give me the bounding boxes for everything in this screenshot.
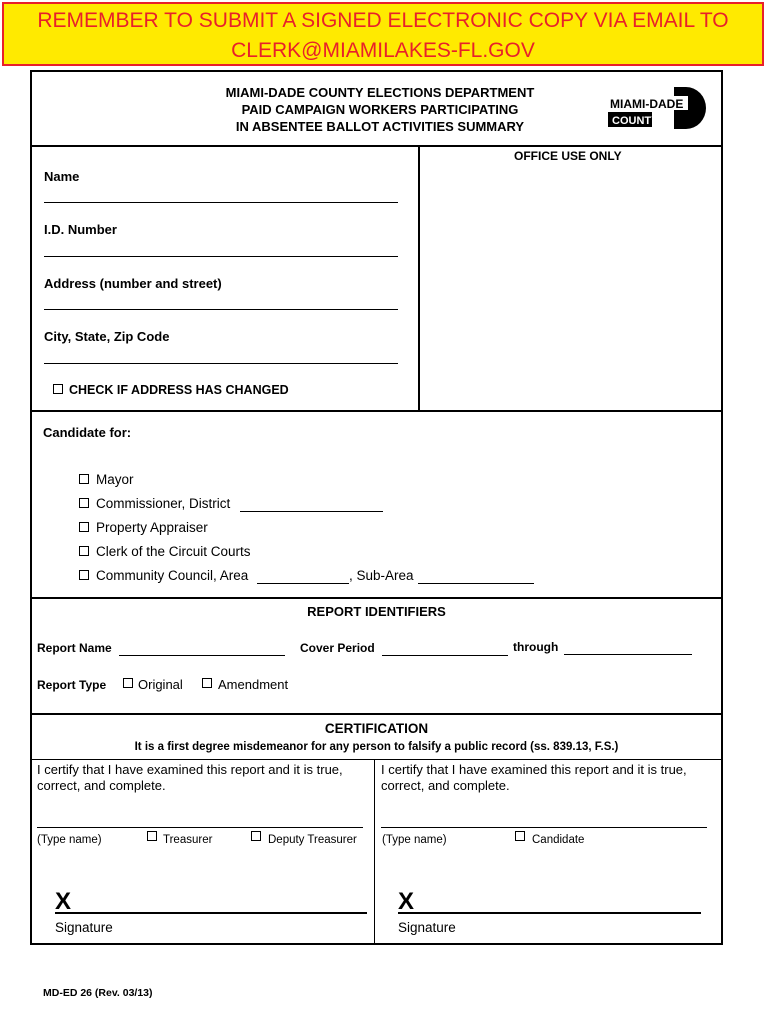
- district-field[interactable]: [240, 511, 383, 512]
- name-field[interactable]: [44, 202, 398, 203]
- amendment-label: Amendment: [218, 677, 289, 692]
- divider-signatures: [374, 759, 375, 944]
- logo-text-top: MIAMI-DADE: [610, 97, 684, 111]
- banner-line-2: CLERK@MIAMILAKES-FL.GOV: [231, 39, 535, 62]
- candidate-label: Candidate: [532, 834, 585, 846]
- cover-period-start-field[interactable]: [382, 655, 508, 656]
- divider-worker: [30, 410, 723, 412]
- candidate-certify-statement: [381, 762, 687, 794]
- mayor-label: Mayor: [96, 472, 134, 487]
- form-title: [180, 84, 580, 135]
- candidate-signature-line[interactable]: [398, 912, 701, 914]
- treasurer-statement-line-2: correct, and complete.: [37, 778, 166, 793]
- treasurer-signature-label: Signature: [55, 920, 113, 935]
- city-state-zip-field[interactable]: [44, 363, 398, 364]
- address-changed-checkbox[interactable]: [53, 384, 63, 394]
- commissioner-checkbox[interactable]: [79, 498, 89, 508]
- candidate-x-mark: X: [398, 888, 415, 915]
- id-number-field[interactable]: [44, 256, 398, 257]
- report-type-label: Report Type: [37, 678, 107, 692]
- logo-text-bottom: COUNTY: [612, 115, 659, 127]
- property-appraiser-label: Property Appraiser: [96, 520, 208, 535]
- report-name-label: Report Name: [37, 641, 112, 655]
- clerk-checkbox[interactable]: [79, 546, 89, 556]
- treasurer-type-name-field[interactable]: [37, 827, 363, 828]
- id-number-label: I.D. Number: [44, 222, 117, 237]
- miami-dade-logo: [608, 86, 706, 130]
- address-changed-label: CHECK IF ADDRESS HAS CHANGED: [69, 383, 289, 397]
- candidate-for-label: Candidate for:: [43, 425, 132, 440]
- email-reminder-banner: [2, 2, 764, 66]
- treasurer-type-name-label: (Type name): [37, 834, 102, 846]
- report-name-field[interactable]: [119, 655, 285, 656]
- candidate-statement-line-1: I certify that I have examined this report and it is true,: [381, 762, 687, 777]
- community-council-checkbox[interactable]: [79, 570, 89, 580]
- form-number: MD-ED 26 (Rev. 03/13): [43, 987, 153, 999]
- certification-title: CERTIFICATION: [324, 721, 429, 736]
- falsify-warning: It is a first degree misdemeanor for any person to falsify a public record (ss. 839.13, F.S.): [134, 741, 619, 753]
- divider-header: [30, 145, 723, 147]
- title-line-1: MIAMI-DADE COUNTY ELECTIONS DEPARTMENT: [225, 85, 535, 100]
- community-council-label: Community Council, Area: [96, 568, 249, 583]
- property-appraiser-checkbox[interactable]: [79, 522, 89, 532]
- title-line-2: PAID CAMPAIGN WORKERS PARTICIPATING: [241, 102, 519, 117]
- divider-certification: [30, 759, 723, 760]
- divider-report: [30, 713, 723, 715]
- divider-office-use: [418, 145, 420, 411]
- report-identifiers-title: REPORT IDENTIFIERS: [307, 604, 446, 619]
- treasurer-statement-line-1: I certify that I have examined this report and it is true,: [37, 762, 343, 777]
- city-state-zip-label: City, State, Zip Code: [44, 329, 170, 344]
- office-use-label: OFFICE USE ONLY: [514, 149, 622, 163]
- deputy-treasurer-label: Deputy Treasurer: [268, 834, 357, 846]
- cover-period-label: Cover Period: [300, 641, 375, 655]
- address-label: Address (number and street): [44, 276, 222, 291]
- candidate-type-name-label: (Type name): [382, 834, 447, 846]
- sub-area-field[interactable]: [418, 583, 534, 584]
- treasurer-checkbox[interactable]: [147, 831, 157, 841]
- candidate-type-name-field[interactable]: [381, 827, 707, 828]
- address-field[interactable]: [44, 309, 398, 310]
- clerk-label: Clerk of the Circuit Courts: [96, 544, 251, 559]
- original-label: Original: [138, 677, 183, 692]
- original-checkbox[interactable]: [123, 678, 133, 688]
- candidate-checkbox[interactable]: [515, 831, 525, 841]
- commissioner-label: Commissioner, District: [96, 496, 231, 511]
- divider-candidate: [30, 597, 723, 599]
- deputy-treasurer-checkbox[interactable]: [251, 831, 261, 841]
- title-line-3: IN ABSENTEE BALLOT ACTIVITIES SUMMARY: [235, 119, 525, 134]
- through-label: through: [513, 640, 559, 654]
- area-field[interactable]: [257, 583, 349, 584]
- candidate-signature-label: Signature: [398, 920, 456, 935]
- name-label: Name: [44, 169, 80, 184]
- banner-line-1: REMEMBER TO SUBMIT A SIGNED ELECTRONIC COPY VIA EMAIL TO: [37, 9, 729, 32]
- treasurer-signature-line[interactable]: [55, 912, 367, 914]
- treasurer-x-mark: X: [55, 888, 72, 915]
- treasurer-certify-statement: [37, 762, 343, 794]
- candidate-statement-line-2: correct, and complete.: [381, 778, 510, 793]
- amendment-checkbox[interactable]: [202, 678, 212, 688]
- sub-area-label: , Sub-Area: [349, 568, 414, 583]
- treasurer-label: Treasurer: [163, 834, 213, 846]
- mayor-checkbox[interactable]: [79, 474, 89, 484]
- cover-period-end-field[interactable]: [564, 654, 692, 655]
